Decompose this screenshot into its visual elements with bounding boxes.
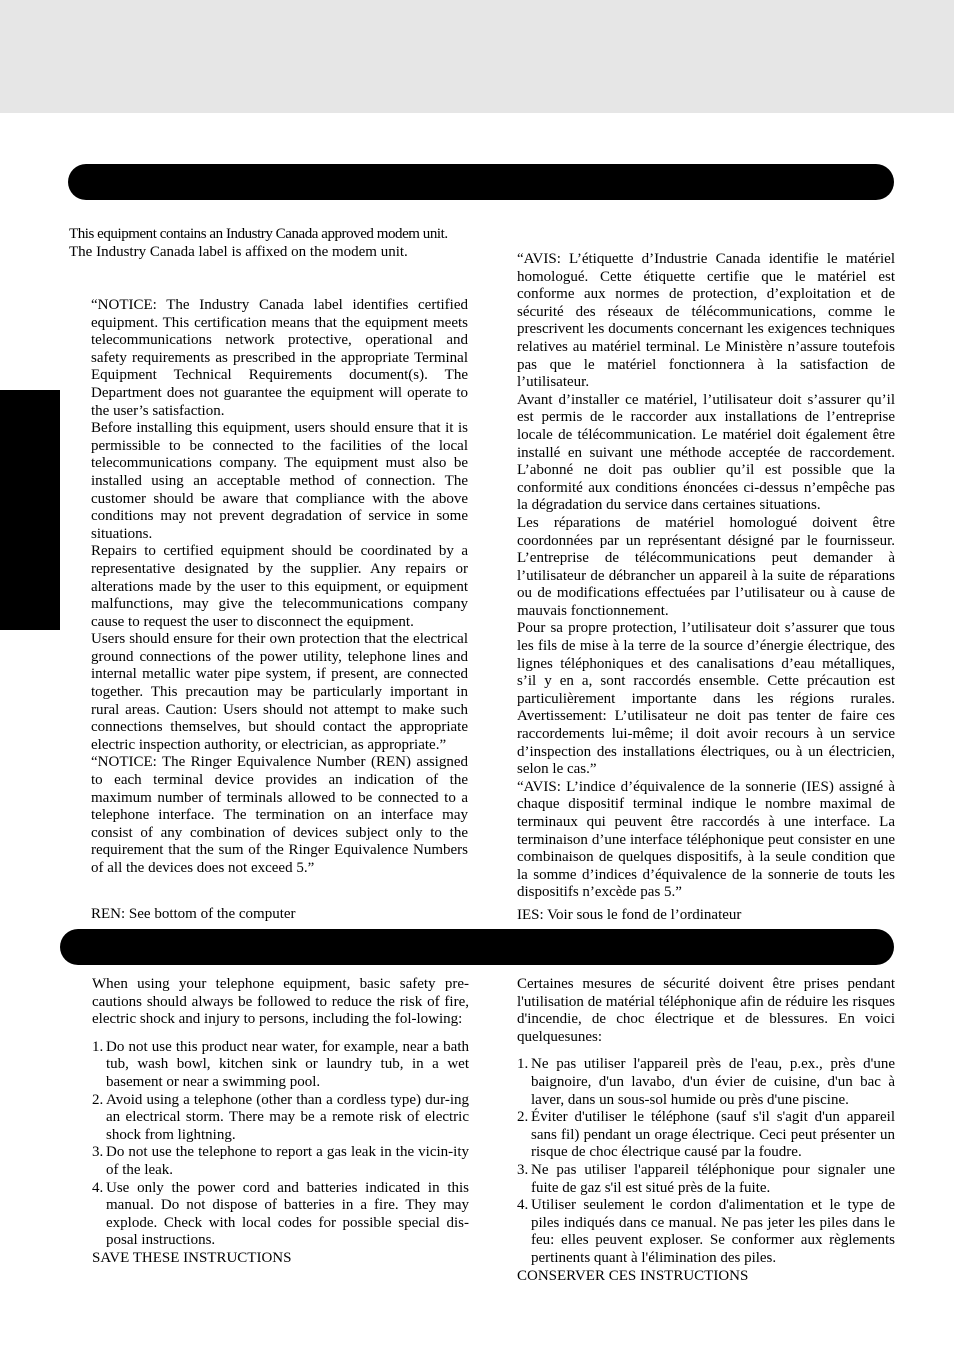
en-notice-paragraph: Users should ensure for their own protection that the electrical ground connections of the power utility, telephone lines and internal metallic water pipe system, if present, are connected together. This precaution may be particularly important in rural areas. Caution: Users should not attempt to make such connections themselves, but should contact the appropriate electric inspection authority, or electrician, as appropriate.”: [91, 631, 468, 753]
list-item-number: 2.: [92, 1091, 104, 1108]
modem-intro: [69, 226, 469, 261]
fr-notice-paragraph: Pour sa propre protection, l’utilisateur doit s’assurer que tous les fils de mise à la terre de la source d’énergie électrique, des lignes téléphoniques et des canalisations d’eau métalliques, s’il y en a, sont raccordés ensemble. Cette précaution est particulièrement importante dans les régions rurales. Avertissement: L’utilisateur ne doit pas tenter de faire ces raccordements lui-même; il doit avoir recours à un service d’inspection des installations électriques, ou à un électricien, selon le cas.”: [517, 620, 895, 778]
list-item: [92, 1180, 469, 1250]
intro-line-2: The Industry Canada label is affixed on the modem unit.: [69, 243, 408, 260]
en-notice-paragraph: “NOTICE: The Industry Canada label identifies certified equipment. This certification means that the equipment meets telecommunications network protective, operational and safety requirements as prescribed in the appropriate Terminal Equipment Technical Requirements document(s). The Department does not guarantee the equipment will operate to the user’s satisfaction.: [91, 297, 468, 419]
list-item-text: Utiliser seulement le cordon d'alimentation et le type de piles indiqués dans ce manual. Ne pas jeter les piles dans le feu: elles peuvent exploser. Se conformer aux règlements pertinents quant à l'élimination des piles.: [531, 1197, 895, 1266]
list-item-text: Use only the power cord and batteries indicated in this manual. Do not dispose of batteries in a fire. They may explode. Check with local codes for possible special dis-posal instructions.: [106, 1179, 469, 1249]
list-item: [517, 1197, 895, 1267]
list-item: [517, 1162, 895, 1197]
list-item-number: 2.: [517, 1109, 529, 1126]
fr-safety-list: [517, 1056, 895, 1267]
ren-note: REN: See bottom of the computer: [91, 906, 296, 922]
list-item-number: 3.: [92, 1144, 104, 1161]
english-safety-instructions: [92, 976, 469, 1268]
french-safety-instructions: [517, 976, 895, 1285]
fr-notice-paragraph: Avant d’installer ce matériel, l’utilisateur doit s’assurer qu’il est permis de le raccorder aux installations de l’entreprise locale de télécommunication. Le matériel doit également être installé en suivant une méthode acceptée de raccordement. L’abonné ne doit pas oublier qu’il est possible que la conformité aux conditions énoncées ci-dessus n’empêche pas la dégradation du service dans certaines situations.: [517, 391, 895, 514]
list-item-text: Do not use this product near water, for example, near a bath tub, wash bowl, kitchen sink or laundry tub, in a wet basement or near a swimming pool.: [106, 1038, 469, 1090]
section-side-tab: [0, 390, 60, 630]
list-item-text: Ne pas utiliser l'appareil près de l'eau, p.ex., près d'une baignoire, d'un lavabo, d'un évier de cuisine, d'un bac à laver, dans un sous-sol humide ou près d'une piscine.: [531, 1056, 895, 1108]
fr-notice-paragraph: Les réparations de matériel homologué doivent être coordonnées par un représentant désigné par le fournisseur. L’entreprise de télécommunications peut demander à l’utilisateur de débrancher un appareil à la suite de réparations ou de modifications effectuées par l’utilisateur ou à cause de mauvais fonctionnement.: [517, 514, 895, 619]
french-notice: [517, 251, 895, 902]
en-safety-intro: When using your telephone equipment, basic safety pre-cautions should always be followed to reduce the risk of fire, electric shock and injury to persons, including the fol-lowing:: [92, 976, 469, 1028]
list-item-number: 1.: [517, 1056, 529, 1073]
en-notice-paragraph: Repairs to certified equipment should be coordinated by a representative designated by the supplier. Any repairs or alterations made by the user to this equipment, or equipment malfunctions, may give the telecommunications company cause to request the user to disconnect the equipment.: [91, 543, 468, 630]
fr-safety-intro: Certaines mesures de sécurité doivent être prises pendant l'utilisation de matérial téléphonique afin de réduire les risques d'incendie, de choc électrique et de blessures. En voici quelquesunes:: [517, 976, 895, 1045]
en-safety-list: [92, 1039, 469, 1250]
list-item: [92, 1144, 469, 1179]
ies-note: IES: Voir sous le fond de l’ordinateur: [517, 907, 742, 923]
list-item-text: Do not use the telephone to report a gas leak in the vicin-ity of the leak.: [106, 1144, 469, 1178]
save-instructions-label: SAVE THESE INSTRUCTIONS: [92, 1249, 292, 1266]
list-item-text: Éviter d'utiliser le téléphone (sauf s'il s'agit d'un appareil sans fil) pendant un orage électrique. Ceci peut présenter un risque de choc électrique causé par la foudre.: [531, 1109, 895, 1161]
fr-notice-paragraph: “AVIS: L’étiquette d’Industrie Canada identifie le matériel homologué. Cette étiquette certifie que le matériel est conforme aux normes de protection, d’exploitation et de sécurité des réseaux de télécommunications, comme le prescrivent les documents concernant les exigences techniques relatives au matériel terminal. Le Ministère n’assure toutefois pas que le matériel fonctionnera à la satisfaction de l’utilisateur.: [517, 251, 895, 391]
list-item: [517, 1109, 895, 1162]
header-band: [0, 0, 954, 113]
english-notice: [91, 297, 468, 878]
list-item-number: 1.: [92, 1038, 104, 1055]
en-notice-paragraph: “NOTICE: The Ringer Equivalence Number (REN) assigned to each terminal device provides an indication of the maximum number of terminals allowed to be connected to a telephone interface. The termination on an interface may consist of any combination of devices subject only to the requirement that the sum of the Ringer Equivalence Numbers of all the devices does not exceed 5.”: [91, 754, 468, 876]
section-bar-industry-canada: [68, 164, 894, 200]
list-item-text: Ne pas utiliser l'appareil téléphonique pour signaler une fuite de gaz s'il est situé près de la fuite.: [531, 1161, 895, 1196]
list-item-number: 3.: [517, 1161, 529, 1178]
section-bar-safety: [60, 929, 894, 965]
list-item-text: Avoid using a telephone (other than a cordless type) dur-ing an electrical storm. There may be a remote risk of electric shock from lightning.: [106, 1091, 469, 1143]
list-item: [92, 1039, 469, 1092]
fr-notice-paragraph: “AVIS: L’indice d’équivalence de la sonnerie (IES) assigné à chaque dispositif terminal indique le nombre maximal de terminaux qui peuvent être raccordés à une interface. La terminaison d’une interface téléphonique peut consister en une combinaison de quelques dispositifs, à la seule condition que la somme d’indices d’équivalence de la sonnerie de touts les dispositifs n’excède pas 5.”: [517, 778, 895, 901]
en-notice-paragraph: Before installing this equipment, users should ensure that it is permissible to be connected to the facilities of the local telecommunications company. The equipment must also be installed using an acceptable method of connection. The customer should be aware that compliance with the above conditions may not prevent degradation of service in some situations.: [91, 420, 468, 542]
list-item-number: 4.: [517, 1197, 529, 1214]
list-item: [92, 1092, 469, 1145]
conserver-instructions-label: CONSERVER CES INSTRUCTIONS: [517, 1267, 749, 1284]
list-item: [517, 1056, 895, 1109]
intro-line-1: This equipment contains an Industry Canada approved modem unit.: [69, 226, 448, 242]
list-item-number: 4.: [92, 1179, 104, 1196]
